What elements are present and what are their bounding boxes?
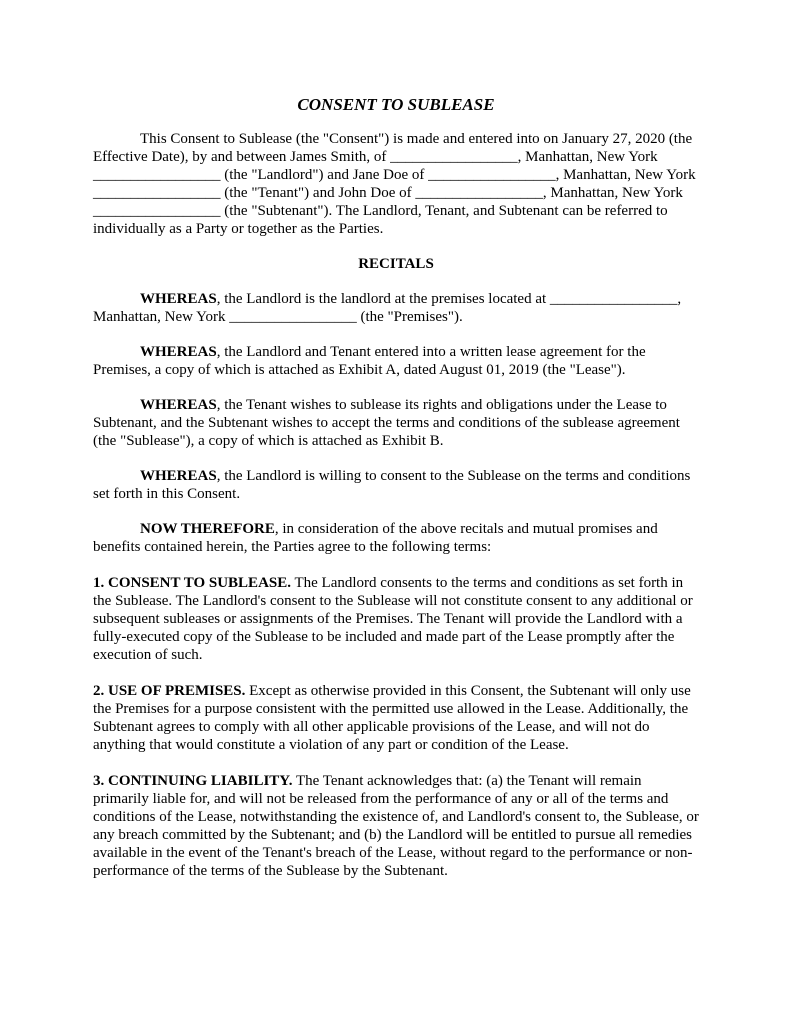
section-text: The Tenant acknowledges that: (a) the Tenant will remain primarily liable for, and will not be released from the performance of any or all of the terms and conditions of the Lease, notwithstanding the existence of, and Landlord's consent to, the Sublease, or any breach committed by the Subtenant; and (b) the Landlord will be entitled to pursue all remedies available in the event of the Tenant's breach of the Lease, without regard to the performance or non-performance of the terms of the Sublease by the Subtenant. (93, 773, 699, 879)
section-heading: 3. CONTINUING LIABILITY. (93, 773, 293, 789)
section-consent-to-sublease (93, 574, 699, 664)
recital-paragraph (93, 396, 699, 450)
intro-paragraph: This Consent to Sublease (the "Consent") is made and entered into on January 27, 2020 (the Effective Date), by and between James Smith, of _________________, Manhattan, New York _________________ (the "Landlord") and Jane Doe of _________________, Manhattan, New York _________________ (the "Tenant") and John Doe of _________________, Manhattan, New York _________________ (the "Subtenant"). The Landlord, Tenant, and Subtenant can be referred to individually as a Party or together as the Parties. (93, 131, 696, 237)
section-use-of-premises (93, 682, 699, 754)
recital-paragraph (93, 290, 699, 326)
recital-lead: NOW THEREFORE (140, 521, 275, 537)
section-text: Except as otherwise provided in this Consent, the Subtenant will only use the Premises for a purpose consistent with the permitted use allowed in the Lease. Additionally, the Subtenant agrees to comply with all other applicable provisions of the Lease, and will not do anything that would constitute a violation of any part or condition of the Lease. (93, 683, 691, 753)
document-page (93, 95, 699, 880)
recital-lead: WHEREAS (140, 397, 217, 413)
section-heading: 2. USE OF PREMISES. (93, 683, 246, 699)
recital-paragraph (93, 467, 699, 503)
recital-text: , the Landlord is the landlord at the premises located at _________________, Manhattan, New York _________________ (the "Premises"). (93, 291, 682, 325)
recital-lead: WHEREAS (140, 344, 217, 360)
recital-paragraph (93, 343, 699, 379)
recital-text: , the Landlord is willing to consent to the Sublease on the terms and conditions set forth in this Consent. (93, 468, 691, 502)
section-heading: 1. CONSENT TO SUBLEASE. (93, 575, 291, 591)
now-therefore-paragraph (93, 520, 699, 556)
document-title: CONSENT TO SUBLEASE (297, 95, 495, 114)
recital-text: , the Tenant wishes to sublease its rights and obligations under the Lease to Subtenant, and the Subtenant wishes to accept the terms and conditions of the sublease agreement (the "Sublease"), a copy of which is attached as Exhibit B. (93, 397, 680, 449)
recital-lead: WHEREAS (140, 468, 217, 484)
recital-text: , the Landlord and Tenant entered into a written lease agreement for the Premises, a copy of which is attached as Exhibit A, dated August 01, 2019 (the "Lease"). (93, 344, 646, 378)
section-continuing-liability (93, 772, 699, 880)
recitals-heading: RECITALS (358, 256, 434, 272)
section-text: The Landlord consents to the terms and conditions as set forth in the Sublease. The Landlord's consent to the Sublease will not constitute consent to any additional or subsequent subleases or assignments of the Premises. The Tenant will provide the Landlord with a fully-executed copy of the Sublease to be included and made part of the Lease promptly after the execution of such. (93, 575, 693, 663)
recital-text: , in consideration of the above recitals and mutual promises and benefits contained herein, the Parties agree to the following terms: (93, 521, 658, 555)
recital-lead: WHEREAS (140, 291, 217, 307)
